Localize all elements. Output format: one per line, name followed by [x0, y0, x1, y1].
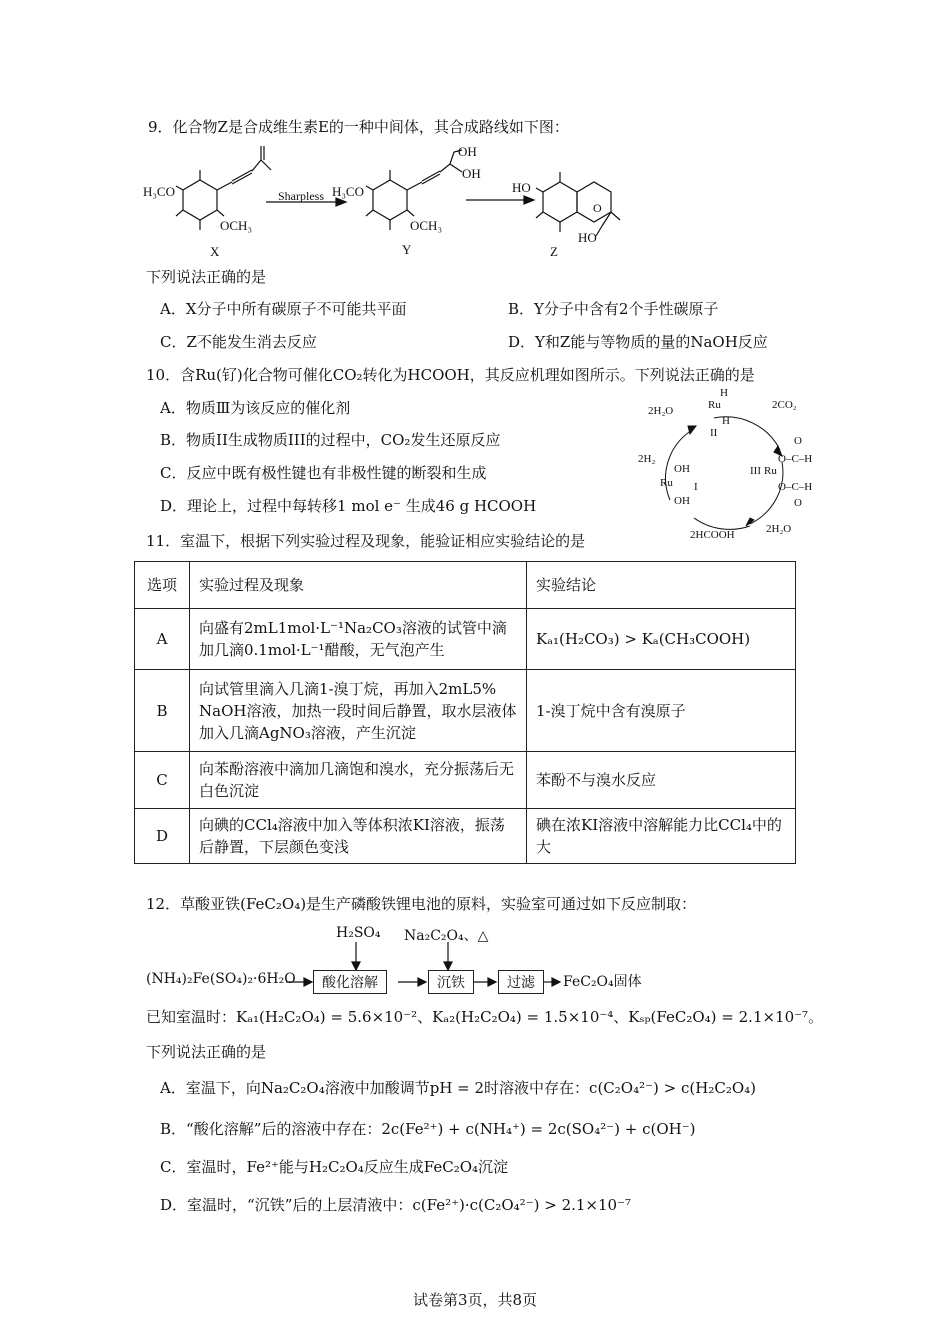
q9-option-c: C．Z不能发生消去反应 — [160, 333, 317, 351]
iii-ru: Ru — [764, 465, 777, 477]
svg-text:O: O — [593, 201, 602, 215]
y-oh-1: OH — [458, 144, 477, 159]
flow-reagent-na2c2o4: Na₂C₂O₄、△ — [404, 928, 489, 944]
z-ho: HO — [512, 180, 531, 195]
row-d-option: D — [135, 809, 190, 864]
flow-start: (NH₄)₂Fe(SO₄)₂·6H₂O — [146, 971, 296, 987]
q9-scheme-structures — [140, 140, 640, 262]
cycle-2h2o-in: 2H₂O — [648, 405, 674, 417]
iii-och-2: O–C–H — [778, 481, 813, 493]
row-b-option: B — [135, 670, 190, 752]
header-option: 选项 — [135, 562, 190, 609]
z-ho-2: HO — [578, 230, 597, 245]
q11-stem: 11．室温下，根据下列实验过程及现象，能验证相应实验结论的是 — [146, 532, 586, 550]
row-d-procedure: 向碘的CCl₄溶液中加入等体积浓KI溶液，振荡后静置，下层颜色变浅 — [190, 809, 527, 864]
q10-option-c: C．反应中既有极性键也有非极性键的断裂和生成 — [160, 464, 487, 482]
q10-option-d: D．理论上，过程中每转移1 mol e⁻ 生成46 g HCOOH — [160, 497, 537, 515]
q12-stem: 12．草酸亚铁(FeC₂O₄)是生产磷酸铁锂电池的原料，实验室可通过如下反应制取： — [146, 895, 697, 913]
i-ru: Ru — [660, 477, 673, 489]
q9-option-d: D．Y和Z能与等物质的量的NaOH反应 — [508, 333, 768, 351]
q12-option-c: C．室温时，Fe²⁺能与H₂C₂O₄反应生成FeC₂O₄沉淀 — [160, 1158, 509, 1176]
q10-option-b: B．物质II生成物质III的过程中，CO₂发生还原反应 — [160, 431, 501, 449]
flow-product: FeC₂O₄固体 — [563, 974, 642, 990]
iii-och-1: O–C–H — [778, 453, 813, 465]
y-h3co: H₃CO — [332, 184, 364, 199]
y-och3: OCH₃ — [410, 218, 442, 233]
table-row — [135, 609, 796, 670]
q12-known-constants: 已知室温时：Kₐ₁(H₂C₂O₄) = 5.6×10⁻²、Kₐ₂(H₂C₂O₄) = 1.5×10⁻⁴、Kₛₚ(FeC₂O₄) = 2.1×10⁻⁷。 — [146, 1008, 824, 1026]
header-procedure: 实验过程及现象 — [190, 562, 527, 609]
x-h3co: H₃CO — [143, 184, 175, 199]
row-d-conclusion: 碘在浓KI溶液中溶解能力比CCl₄中的大 — [527, 809, 796, 864]
flow-step-precipitate: 沉铁 — [428, 970, 474, 994]
i-label: I — [694, 481, 698, 493]
ii-h-bottom: H — [722, 415, 730, 427]
flow-step-filter: 过滤 — [498, 970, 544, 994]
row-a-option: A — [135, 609, 190, 670]
q12-option-d: D．室温时，“沉铁”后的上层清液中：c(Fe²⁺)·c(C₂O₄²⁻) > 2.1×10⁻⁷ — [160, 1196, 632, 1214]
row-c-procedure: 向苯酚溶液中滴加几滴饱和溴水，充分振荡后无白色沉淀 — [190, 752, 527, 809]
y-oh-2: OH — [462, 166, 481, 181]
table-row — [135, 670, 796, 752]
ii-h-top: H — [720, 387, 728, 399]
iii-label: III — [750, 465, 761, 477]
row-c-option: C — [135, 752, 190, 809]
page-footer: 试卷第3页，共8页 — [412, 1291, 538, 1309]
i-oh-2: OH — [674, 495, 690, 507]
cycle-2co2: 2CO₂ — [772, 399, 797, 411]
table-header-row — [135, 562, 796, 609]
row-c-conclusion: 苯酚不与溴水反应 — [527, 752, 796, 809]
i-oh-1: OH — [674, 463, 690, 475]
reagent-sharpless: Sharpless — [278, 189, 324, 203]
q12-prompt: 下列说法正确的是 — [146, 1043, 267, 1061]
cycle-2hcooh: 2HCOOH — [690, 529, 735, 541]
q11-table — [134, 561, 796, 864]
flow-step-acidify: 酸化溶解 — [313, 970, 387, 994]
row-b-procedure: 向试管里滴入几滴1-溴丁烷，再加入2mL5% NaOH溶液，加热一段时间后静置，取水层液体加入几滴AgNO₃溶液，产生沉淀 — [190, 670, 527, 752]
flow-reagent-h2so4: H₂SO₄ — [336, 925, 381, 941]
ii-ru: Ru — [708, 399, 721, 411]
label-y: Y — [402, 242, 412, 257]
x-och3: OCH₃ — [220, 218, 252, 233]
row-a-conclusion: Kₐ₁(H₂CO₃) > Kₐ(CH₃COOH) — [527, 609, 796, 670]
label-x: X — [210, 244, 220, 259]
table-row — [135, 809, 796, 864]
q9-stem: 9．化合物Z是合成维生素E的一种中间体，其合成路线如下图： — [148, 118, 569, 136]
q12-option-a: A．室温下，向Na₂C₂O₄溶液中加酸调节pH = 2时溶液中存在：c(C₂O₄²⁻) > c(H₂C₂O₄) — [160, 1079, 756, 1097]
q10-catalytic-cycle — [630, 386, 830, 546]
row-a-procedure: 向盛有2mL1mol·L⁻¹Na₂CO₃溶液的试管中滴加几滴0.1mol·L⁻¹醋酸，无气泡产生 — [190, 609, 527, 670]
q9-option-a: A．X分子中所有碳原子不可能共平面 — [160, 300, 407, 318]
table-row — [135, 752, 796, 809]
label-z: Z — [550, 244, 558, 259]
q9-option-b: B．Y分子中含有2个手性碳原子 — [508, 300, 719, 318]
iii-o-1: O — [794, 435, 802, 447]
iii-o-2: O — [794, 497, 802, 509]
cycle-2h2: 2H₂ — [638, 453, 656, 465]
q10-stem: 10．含Ru(钌)化合物可催化CO₂转化为HCOOH，其反应机理如图所示。下列说法正确的是 — [146, 366, 755, 384]
q9-prompt: 下列说法正确的是 — [146, 268, 267, 286]
header-conclusion: 实验结论 — [527, 562, 796, 609]
q12-option-b: B．“酸化溶解”后的溶液中存在：2c(Fe²⁺) + c(NH₄⁺) = 2c(SO₄²⁻) + c(OH⁻) — [160, 1120, 696, 1138]
row-b-conclusion: 1-溴丁烷中含有溴原子 — [527, 670, 796, 752]
cycle-2h2o-out: 2H₂O — [766, 523, 792, 535]
ii-label: II — [710, 427, 718, 439]
q10-option-a: A．物质Ⅲ为该反应的催化剂 — [160, 399, 351, 417]
